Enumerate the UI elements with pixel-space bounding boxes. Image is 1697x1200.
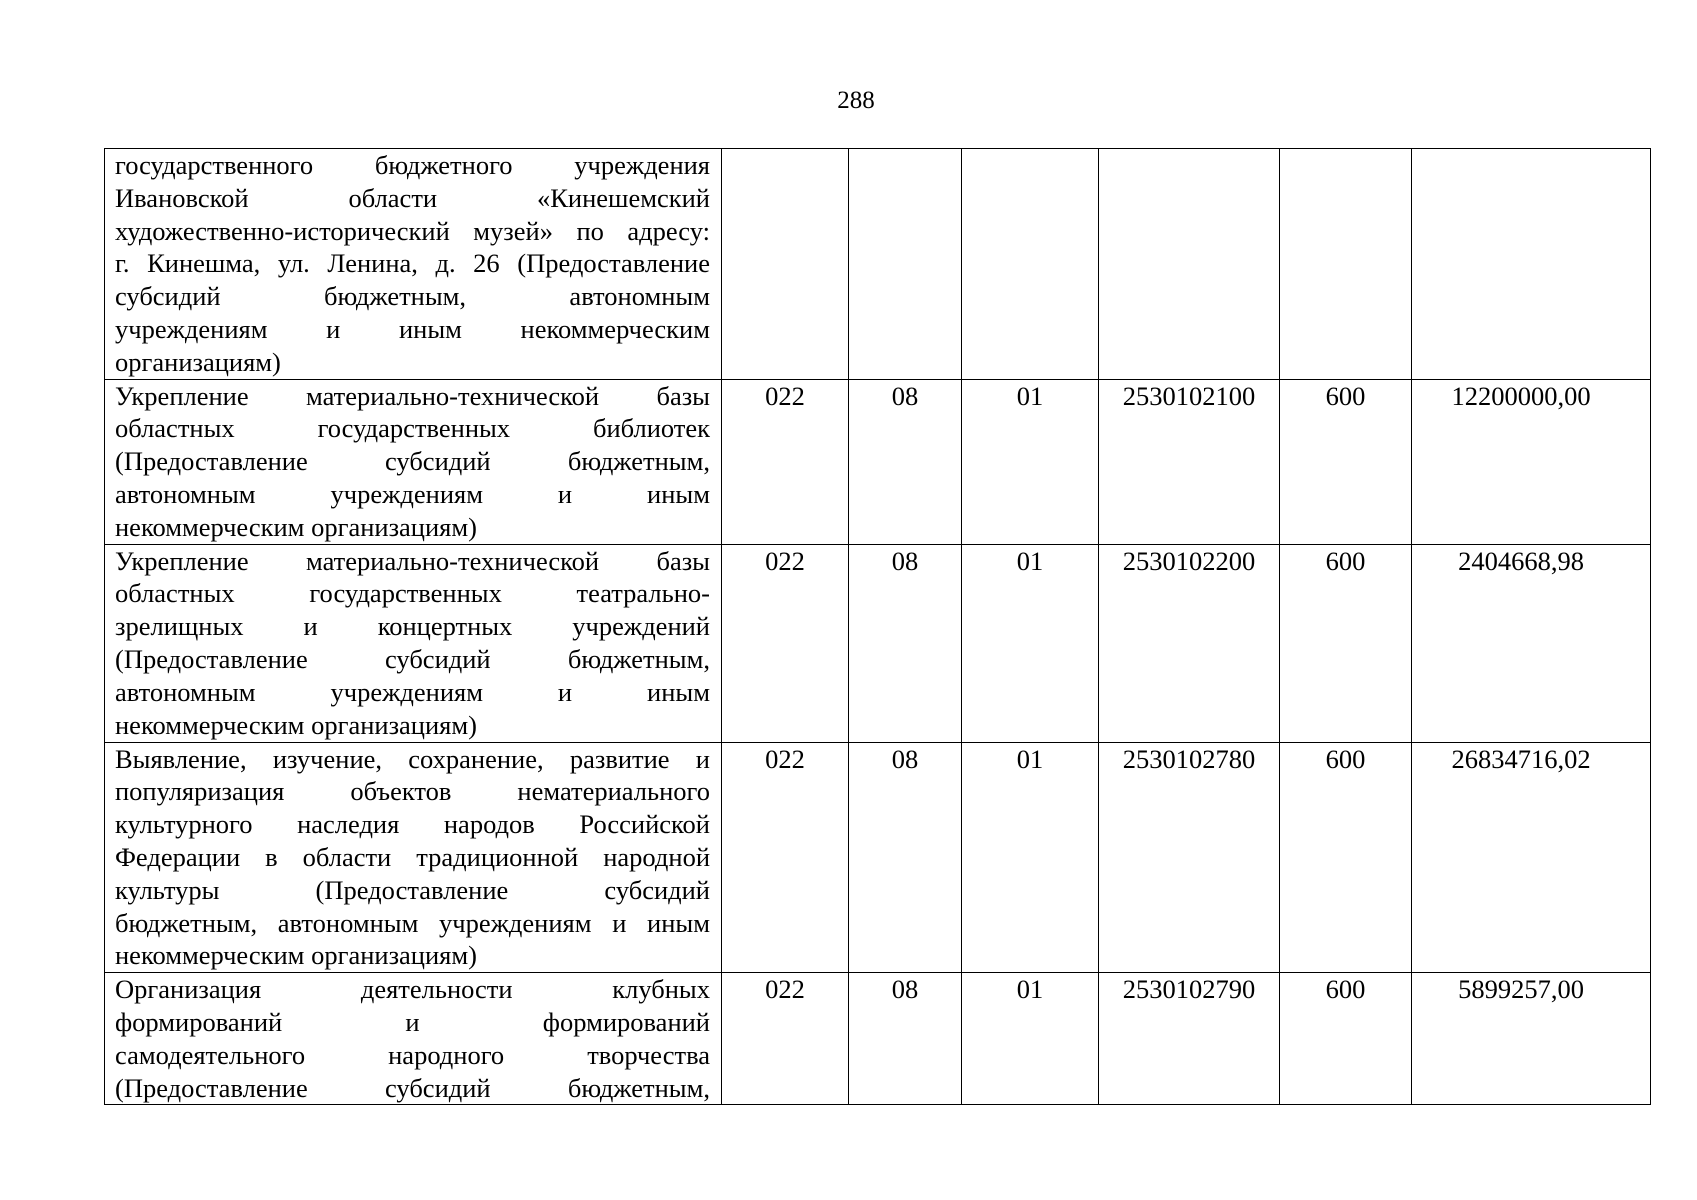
subsection-code-cell [962, 149, 1099, 380]
page-number: 288 [837, 87, 875, 114]
description-line: Ивановской области «Кинешемский [115, 182, 710, 213]
description-line: субсидий бюджетным, автономным [115, 281, 710, 312]
description-line: государственного бюджетного учреждения [115, 150, 710, 180]
description-line: Организация деятельности клубных [115, 974, 710, 1005]
description-line: культурного наследия народов Российской [115, 809, 710, 840]
description-line: формирований и формирований [115, 1006, 710, 1037]
description-line: бюджетным, автономным учреждениям и иным [115, 907, 710, 938]
expense-type-cell: 600 [1280, 544, 1412, 742]
subsection-code-cell: 01 [962, 544, 1099, 742]
description-line: (Предоставление субсидий бюджетным, [115, 643, 710, 674]
target-article-cell [1099, 149, 1280, 380]
section-code-cell [849, 149, 962, 380]
ministry-code-cell: 022 [722, 379, 849, 544]
description-line: популяризация объектов нематериального [115, 776, 710, 807]
target-article-cell: 2530102200 [1099, 544, 1280, 742]
amount-cell: 2404668,98 [1412, 544, 1651, 742]
table-row [105, 379, 1651, 544]
amount-cell: 5899257,00 [1412, 973, 1651, 1105]
description-line: некоммерческим организациям) [115, 511, 477, 542]
description-line: автономным учреждениям и иным [115, 676, 710, 707]
ministry-code-cell: 022 [722, 544, 849, 742]
section-code-cell: 08 [849, 973, 962, 1105]
subsection-code-cell: 01 [962, 379, 1099, 544]
ministry-code-cell: 022 [722, 973, 849, 1105]
subsection-code-cell: 01 [962, 973, 1099, 1105]
budget-table [104, 148, 1651, 1105]
description-line: учреждениям и иным некоммерческим [115, 313, 710, 344]
ministry-code-cell [722, 149, 849, 380]
description-line: организациям) [115, 346, 281, 377]
description-line: зрелищных и концертных учреждений [115, 611, 710, 642]
description-cell [105, 379, 722, 544]
amount-cell: 12200000,00 [1412, 379, 1651, 544]
target-article-cell: 2530102100 [1099, 379, 1280, 544]
description-line: некоммерческим организациям) [115, 940, 477, 971]
description-line: Федерации в области традиционной народной [115, 841, 710, 872]
ministry-code-cell: 022 [722, 742, 849, 973]
section-code-cell: 08 [849, 544, 962, 742]
description-line: (Предоставление субсидий бюджетным, [115, 446, 710, 477]
description-line: г. Кинешма, ул. Ленина, д. 26 (Предоставление [115, 248, 710, 279]
description-line: Укрепление материально-технической базы [115, 545, 710, 576]
target-article-cell: 2530102780 [1099, 742, 1280, 973]
amount-cell [1412, 149, 1651, 380]
table-row [105, 973, 1651, 1105]
description-cell [105, 973, 722, 1105]
description-line: Выявление, изучение, сохранение, развитие и [115, 743, 710, 774]
description-line: художественно-исторический музей» по адресу: [115, 215, 710, 246]
subsection-code-cell: 01 [962, 742, 1099, 973]
amount-cell: 26834716,02 [1412, 742, 1651, 973]
section-code-cell: 08 [849, 379, 962, 544]
description-line: самодеятельного народного творчества [115, 1039, 710, 1070]
description-cell [105, 742, 722, 973]
description-cell [105, 544, 722, 742]
description-line: некоммерческим организациям) [115, 709, 477, 740]
expense-type-cell: 600 [1280, 973, 1412, 1105]
description-line: Укрепление материально-технической базы [115, 380, 710, 411]
description-cell [105, 149, 722, 380]
description-line: автономным учреждениям и иным [115, 478, 710, 509]
target-article-cell: 2530102790 [1099, 973, 1280, 1105]
expense-type-cell: 600 [1280, 379, 1412, 544]
expense-type-cell: 600 [1280, 742, 1412, 973]
expense-type-cell [1280, 149, 1412, 380]
table-row [105, 149, 1651, 380]
description-line: культуры (Предоставление субсидий [115, 874, 710, 905]
description-line: (Предоставление субсидий бюджетным, [115, 1072, 710, 1103]
table-row [105, 544, 1651, 742]
table-row [105, 742, 1651, 973]
description-line: областных государственных театрально- [115, 578, 710, 609]
description-line: областных государственных библиотек [115, 413, 710, 444]
section-code-cell: 08 [849, 742, 962, 973]
